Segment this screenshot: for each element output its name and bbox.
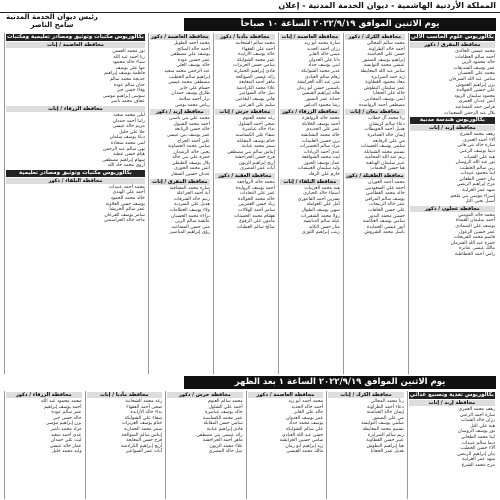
candidate-name: ختام يوسف المقابلة <box>236 138 275 144</box>
candidate-name: عدي أحمد الزيادات <box>303 149 340 155</box>
candidate-name: سمر محمد الحمارنة <box>124 426 163 432</box>
candidate-name: زينب إبراهيم اللوزي <box>301 230 340 236</box>
candidate-name: لمى محمد شحادة <box>110 140 145 146</box>
candidate-name: مها علي يوسف <box>115 65 145 71</box>
candidate-name: وفاء حسن جبر <box>116 88 145 94</box>
candidate-name: رنا محمد آل خطاب <box>368 116 405 122</box>
session-banner-afternoon: يوم الاثنين الموافق ٢٠٢٢/٩/١٩ الساعة ١ بعد الظهر <box>184 376 496 389</box>
top-header-text: المملكة الأردنية الهاشمية - ديوان الخدمة المدنية - إعلان <box>278 1 496 10</box>
candidate-name: يزن إبراهيم العموش <box>456 82 495 88</box>
region-subheader: محافظة العاصمة / ذكور <box>150 34 209 40</box>
candidate-name: رائد عيسى الصوالحة <box>235 74 275 80</box>
candidate-name: سامر عبد الله المعايطة <box>360 68 405 74</box>
candidate-name: عبد الرحمن محمد سعيد <box>164 68 210 74</box>
candidate-name: سامي عبد الله السرحان <box>448 76 495 82</box>
candidate-name: خالد يوسف عياصرة <box>205 410 243 416</box>
candidate-name: ليلى محمد سعيد <box>113 112 145 118</box>
candidate-name: رنا أحمد عبد الله <box>113 54 145 60</box>
candidate-name: تسنيم محمد المعايطة <box>362 426 404 432</box>
candidate-name: محمد سالم العتوم <box>208 399 243 404</box>
candidate-name: علي حسين الخوالدة <box>456 88 495 94</box>
candidate-name: مأمون علي الرفوع <box>239 219 275 225</box>
listing-column <box>246 391 325 499</box>
candidate-name: رهف محمد الشرع <box>460 132 495 138</box>
candidate-name: هديل أحمد الحويطات <box>364 127 405 133</box>
top-header-strip <box>0 0 500 13</box>
candidate-name: يوسف سالم المرافي <box>364 196 405 202</box>
listing-column <box>407 391 496 499</box>
candidate-name: رزان خالد الشياب <box>461 418 495 424</box>
candidate-name: يوسف حسن العلاونة <box>105 201 145 207</box>
candidate-name: وليد سليمان العبيسات <box>297 166 340 172</box>
listing-column <box>408 33 496 374</box>
candidate-name: عمر علي النجادات <box>239 191 275 197</box>
candidate-name: عمار يوسف الجبور <box>304 160 340 166</box>
candidate-name: عمر يوسف بني عيسى <box>166 132 210 138</box>
candidate-name: ريم عبد الله المحاميد <box>364 155 405 161</box>
candidate-name: علاء محمد الزبون <box>209 443 243 449</box>
candidate-name: حسام علي جابر <box>179 85 210 91</box>
candidate-name: بلال يوسف الطيطي <box>171 160 210 166</box>
specialty-header: بكالوريوس مكتبات وتوثيق ومصادر تعليمية ومكتبات <box>6 34 144 40</box>
candidate-name: لبنى يوسف حداد <box>308 63 340 69</box>
candidate-name: بيان إبراهيم الربضي <box>457 451 495 457</box>
candidate-name: عمار خالد عيسى <box>49 443 82 449</box>
candidate-name: أسماء خالد الحياري <box>303 191 340 197</box>
region-subheader: محافظة مأدبا / إناث <box>87 392 163 398</box>
candidate-name: ولاء يوسف العظامات <box>169 208 210 214</box>
candidate-name: فادي إبراهيم الحمارنة <box>233 68 275 74</box>
candidate-name: عبير حسن القطاونة <box>366 438 404 444</box>
candidate-name: أريج إبراهيم الزبون <box>238 160 275 166</box>
candidate-name: خالد حسن الربابعة <box>174 127 210 133</box>
candidate-name: فراس حمد المساعيد <box>455 104 495 110</box>
candidate-name: مي علي الرفايعة <box>372 138 405 144</box>
candidate-name: سهام إبراهيم مصطفى <box>102 157 145 163</box>
candidate-name: عائشة سالم الزبن <box>175 219 210 225</box>
candidate-name: أنس محمد الحوري <box>174 166 210 172</box>
candidate-name: سامي يوسف العكاشة <box>362 219 405 225</box>
candidate-name: هالة إبراهيم القيسي <box>301 91 340 97</box>
candidate-name: ديما سالم عبيدات <box>461 440 495 446</box>
region-subheader: محافظة الكرك / إناث <box>328 392 404 398</box>
candidate-name: عيسى محمد النوايسة <box>363 63 405 69</box>
candidate-name: يوسف علي مصطفى <box>170 52 210 58</box>
candidate-name: خالد محمد الحمود <box>110 196 145 202</box>
candidate-name: علي سالم الشوابكة <box>285 426 324 432</box>
candidate-name: إسراء موسى بني ملحم <box>450 193 495 199</box>
candidate-name: بلال عبد الرحمن السعيدات <box>444 110 495 116</box>
candidate-name: سلمى يوسف الحسنات <box>360 144 405 150</box>
candidate-name: سوسن إبراهيم موسى <box>102 93 145 99</box>
candidate-name: دعاء سالم كريشان <box>368 121 405 127</box>
candidate-name: فادي إبراهيم عبابنة <box>206 426 243 432</box>
candidate-name: محمد سالم المجالي <box>366 41 405 46</box>
candidate-name: صفاء علي الكساسبة <box>235 132 275 138</box>
region-subheader: محافظة إربد / إناث <box>410 125 495 131</box>
candidate-name: نور يوسف الروسان <box>457 429 495 435</box>
candidate-name: هديل عمر الحجايا <box>370 449 404 455</box>
candidate-name: آية أحمد الخزاعلة <box>176 191 210 197</box>
candidate-name: أحمد علي الفقهاء <box>241 46 275 52</box>
candidate-name: سامي حسين الخرابشة <box>279 438 324 444</box>
candidate-name: مرح إبراهيم الربضي <box>456 182 495 188</box>
candidate-name: منى عبد الله الخرابشة <box>297 80 340 86</box>
region-subheader: محافظة العاصمة / إناث <box>281 34 339 40</box>
candidate-name: محمد خالد المومني <box>458 212 495 218</box>
candidate-name: سلمى يوسف النوايسة <box>361 421 404 427</box>
candidate-name: محمد أحمد الطويل <box>173 41 210 46</box>
candidate-name: صالح سالم العطيات <box>236 224 275 230</box>
listing-column <box>326 391 405 499</box>
candidate-name: شهد عمر الغرايبة <box>461 457 495 463</box>
candidate-name: حمزة عبد الله الشرمان <box>450 240 495 246</box>
candidate-name: عمر خالد الربيحات <box>369 202 405 208</box>
candidate-name: محمد أحمد عبيدات <box>108 184 145 190</box>
candidate-name: هبة علي الشياب <box>463 154 495 160</box>
candidate-name: أيمن يوسف المحادين <box>364 96 405 102</box>
candidate-name: علي أحمد الجراح <box>177 138 210 144</box>
listing-column <box>278 33 341 374</box>
candidate-name: حسن علي الحباشنة <box>367 52 405 58</box>
candidate-name: أروى محمد جاد الله <box>107 163 145 169</box>
region-subheader: محافظة البلقاء / إناث <box>280 179 340 185</box>
candidate-name: آلاء حسن الخطيب <box>460 446 495 452</box>
region-subheader: محافظة العاصمة / إناث <box>6 42 145 48</box>
candidate-name: رياض محمد يونس <box>175 102 210 108</box>
candidate-name: هاني يوسف البقاعين <box>235 96 275 102</box>
candidate-name: نور عبد الله الروسان <box>455 160 495 166</box>
candidate-name: أحمد محمد الشبول <box>173 121 210 127</box>
candidate-name: محمد محمود عبد الله <box>40 399 82 404</box>
candidate-name: أحمد علي السعوديين <box>365 185 405 191</box>
candidate-name: مي علي الضمور <box>372 415 404 421</box>
listing-column <box>4 391 83 499</box>
candidate-name: براءة محمد الحسبان <box>170 213 210 219</box>
candidate-name: خالد حسن جبر <box>53 415 82 421</box>
candidate-name: عدنان حسين السقار <box>171 172 210 178</box>
candidate-name: غدير محمد الشوابكة <box>301 68 340 74</box>
candidate-name: محمود سليمان الزيود <box>454 93 495 99</box>
signature-title: رئيس ديوان الخدمة المدنية <box>6 13 98 21</box>
candidate-name: عمر سليمان البطوش <box>363 85 405 91</box>
candidate-name: رانيا أحمد حمدان <box>112 118 145 124</box>
specialty-header: بكالوريوس تغذية وتصنيع غذائي <box>409 392 494 398</box>
candidate-name: رشا محمود الدباس <box>303 102 340 108</box>
candidate-name: نزار أحمد سلامة <box>178 96 210 102</box>
candidate-name: منار حسن الكايد <box>308 224 340 230</box>
candidate-name: لينا محمود عبيدات <box>460 171 495 177</box>
candidate-name: مراد محمد ناصر <box>50 426 82 432</box>
candidate-name: أحمد سليمان القضاة <box>455 218 495 224</box>
candidate-name: عمر يوسف الشديفات <box>453 65 495 71</box>
candidate-name: عمر سالم الخريشا <box>109 207 145 213</box>
candidate-name: خديجة محمد سالم <box>109 76 145 82</box>
candidate-name: عمر محمد الكساسبة <box>202 415 243 421</box>
candidate-name: دانا علي العدوان <box>308 57 340 63</box>
specialty-header: بكالوريوس علوم الحاسب الآلي <box>410 34 494 40</box>
candidate-name: نسرين أحمد الفاعوري <box>297 196 340 202</box>
candidate-name: سناء خالد محمود <box>112 60 145 66</box>
candidate-name: ليث علي حمدان <box>50 438 82 444</box>
candidate-name: رنا محمد المجالي <box>370 399 404 404</box>
candidate-name: سارة أحمد الزعبي <box>459 412 495 418</box>
candidate-name: سامي حسن العزيزات <box>233 63 275 69</box>
candidate-name: محمد علي الحسبان <box>457 71 495 77</box>
candidate-name: محمد خالد الرواجفة <box>237 180 275 186</box>
candidate-name: هيا إبراهيم البطوش <box>366 443 404 449</box>
region-subheader: محافظة الزرقاء / ذكور <box>6 392 82 398</box>
candidate-name: خالد يوسف الأزايدة <box>238 52 275 58</box>
candidate-name: رامي أحمد الخطاطبة <box>454 252 495 257</box>
candidate-name: عمر حسين الزغول <box>459 229 495 235</box>
candidate-name: ربى سالم الخطيب <box>459 165 495 171</box>
candidate-name: لينا محمد الطعاني <box>460 434 495 440</box>
listing-column <box>213 33 276 374</box>
candidate-name: مصطفى أحمد الرواشدة <box>358 102 405 108</box>
specialty-header: بكالوريوس هندسة مدنية <box>410 117 495 124</box>
candidate-name: حسين محمد البدور <box>368 213 405 219</box>
candidate-name: أحمد خالد الحديد <box>291 404 324 410</box>
candidate-name: علي حسن الخلفات <box>368 208 405 214</box>
candidate-name: يزن حسين العليمات <box>301 138 340 144</box>
listing-column <box>85 391 164 499</box>
candidate-name: سامر يوسف القرعان <box>104 212 145 218</box>
candidate-name: سامي محمد الخصاونة <box>167 144 210 150</box>
candidate-name: عبلة سالم الدبابسة <box>303 219 340 225</box>
candidate-name: إيمان خالد الحباشنة <box>366 410 404 416</box>
candidate-name: سارة محمد المشاقبة <box>169 185 210 191</box>
candidate-name: مرح محمد الشرع <box>461 462 495 468</box>
candidate-name: أسيل يحيى التل <box>465 199 495 205</box>
candidate-name: رائد عيسى بني مصطفى <box>196 432 243 438</box>
candidate-name: محمد عيسى الخالدي <box>455 49 495 54</box>
candidate-name: مريم خالد عيسى <box>112 124 145 130</box>
candidate-name: يوسف محمد حداد <box>288 421 324 427</box>
candidate-name: خالد محمد القطامين <box>365 191 405 197</box>
candidate-name: آيات عمر المصري <box>240 166 275 172</box>
candidate-name: أحمد خالد الطراونة <box>368 46 405 52</box>
candidate-name: حلا علي خليل <box>119 129 145 135</box>
candidate-name: رغد محمد الشخانبة <box>125 399 163 404</box>
candidate-name: ميس خالد الفايز <box>308 52 340 58</box>
candidate-name: حنان سالم عودة <box>113 82 145 88</box>
candidate-name: رغد محمد العتوم <box>242 116 275 122</box>
candidate-name: عمر محمد الشوابكة <box>236 57 275 63</box>
region-subheader: محافظة البلقاء / ذكور <box>6 178 145 184</box>
candidate-name: عمر سالم عودة <box>51 410 82 416</box>
candidate-name: دعاء أحمد الطراونة <box>367 404 404 410</box>
region-subheader: محافظة مأدبا / ذكور <box>215 34 275 40</box>
candidate-name: خالد محمد البشابشة <box>300 132 340 138</box>
candidate-name: صفاء علي الشوابكة <box>124 415 163 421</box>
candidate-name: رزان أحمد الحديد <box>306 46 340 52</box>
candidate-name: عمر حسين عودة <box>177 57 210 63</box>
candidate-name: نداء خالد الأزايدة <box>130 410 163 416</box>
candidate-name: نداء خالد عياصرة <box>242 127 275 133</box>
candidate-name: خالد علي الفايز <box>293 410 324 416</box>
candidate-name: مالك عيسى عنانزة <box>459 246 495 252</box>
candidate-name: نبيل خالد المصري <box>208 449 243 455</box>
candidate-name: مراد سالم الخضيرات <box>299 144 340 150</box>
candidate-name: نور محمد الحسن <box>112 49 145 54</box>
candidate-name: أحمد علي الهندي <box>112 190 145 196</box>
candidate-name: محمد أحمد أبو زيد <box>288 399 324 404</box>
candidate-name: رؤى إبراهيم المناصير <box>169 230 210 236</box>
candidate-name: زيد إبراهيم أبو رمان <box>285 443 324 449</box>
region-subheader: محافظة الزرقاء / ذكور <box>280 109 340 115</box>
listing-column <box>148 33 211 374</box>
candidate-name: إيمان خالد العمامرة <box>367 132 405 138</box>
candidate-name: علاء محمد الكرادشة <box>236 85 275 91</box>
candidate-name: أريج إبراهيم الكرادشة <box>120 443 163 449</box>
candidate-name: ختام يوسف العزيزات <box>121 421 163 427</box>
candidate-name: سامي حسن المقابلة <box>203 421 243 427</box>
candidate-name: إيناس سالم بني مصطفى <box>226 149 275 155</box>
candidate-name: رهف محمد العمري <box>458 407 495 412</box>
candidate-name: ماهر أحمد المعايعة <box>239 80 275 86</box>
region-subheader: محافظة العاصمة / ذكور <box>248 392 324 398</box>
candidate-name: ضحى أحمد الشلول <box>238 121 275 127</box>
candidate-name: سهى يوسف الطوال <box>301 208 340 214</box>
candidate-name: أمل علي العواملة <box>306 202 340 208</box>
candidate-name: محمد خالد الزواهرة <box>302 116 340 122</box>
candidate-name: فاطمة يوسف إبراهيم <box>104 71 145 77</box>
candidate-name: محمد سالم الشخانبة <box>235 41 275 46</box>
candidate-name: أنور عيسى الحمايدة <box>366 224 405 230</box>
region-subheader: محافظة الزرقاء / إناث <box>6 106 145 112</box>
listing-column <box>165 391 244 499</box>
candidate-name: ماهر أحمد الحراحشة <box>202 438 243 444</box>
candidate-name: مصطفى محمد عيسى <box>168 80 210 86</box>
candidate-name: خالد علي الحجايا <box>373 91 405 97</box>
candidate-name: حازم علي الرقاد <box>308 172 340 178</box>
candidate-name: عبير سليمان الهباهبة <box>365 160 405 166</box>
listing-column <box>4 33 146 374</box>
candidate-name: أحمد يوسف الخلايلة <box>301 121 340 127</box>
candidate-name: أحمد يوسف الزوايدة <box>235 185 275 191</box>
signature-name: سامح الناصر <box>30 21 74 29</box>
candidate-name: حمزة علي بني خالد <box>172 155 210 161</box>
region-subheader: محافظة إربد / ذكور <box>150 109 210 115</box>
candidate-name: عمر يوسف العدوان <box>285 415 324 421</box>
specialty-header: بكالوريوس مكتبات وتوثيق ومصادر تعليمية <box>6 170 145 177</box>
candidate-name: ديانا يوسف سلمان <box>109 135 145 141</box>
candidate-name: عمر علي الحديدي <box>305 127 340 133</box>
candidate-name: عدي أحمد سعيد <box>50 432 82 438</box>
candidate-name: محمد أحمد العوران <box>368 180 405 186</box>
region-subheader: محافظة عجلون / ذكور <box>410 206 495 212</box>
region-subheader: محافظة المفرق / إناث <box>150 179 210 185</box>
candidate-name: هيام حسن عطية <box>113 152 145 158</box>
candidate-name: تسنيم محمد الشمايلة <box>364 149 405 155</box>
region-subheader: محافظة العقبة / ذكور <box>215 173 275 179</box>
candidate-name: هيا حسن النعيمات <box>370 166 405 172</box>
session-morning-grid <box>4 33 496 374</box>
candidate-name: رولا محمد الشقيرات <box>300 213 340 219</box>
candidate-name: ديما يوسف الزعبي <box>459 148 495 154</box>
candidate-name: منى حسن المساعيد <box>171 224 210 230</box>
candidate-name: سارة محمد أبو زيد <box>304 41 340 46</box>
region-subheader: محافظة الكرك / ذكور <box>345 34 405 40</box>
candidate-name: بيان حسن الطعاني <box>459 176 495 182</box>
candidate-name: أحمد سالم العظامات <box>454 54 495 60</box>
candidate-name: محمد علي بني ياسين <box>169 116 210 122</box>
candidate-name: آلاء أحمد العمري <box>463 137 495 143</box>
region-subheader: محافظة معان / إناث <box>345 109 405 115</box>
candidate-name: أحمد يوسف إبراهيم <box>43 404 82 410</box>
candidate-name: هبة علي التل <box>470 423 495 429</box>
candidate-name: ياسمين حسن أبو رمان <box>296 85 340 91</box>
candidate-name: ليث محمد الشواقفة <box>301 155 340 161</box>
candidate-name: ريم سالم الصرايرة <box>367 432 404 438</box>
candidate-name: معاذ محمود القطاونة <box>365 80 405 86</box>
region-subheader: محافظة الطفيلة / ذكور <box>346 173 404 180</box>
candidate-name: جمانة عمر النسور <box>305 96 340 102</box>
candidate-name: آيات عمر السواعير <box>125 449 163 455</box>
candidate-name: هشام محمد الحسنات <box>233 213 275 219</box>
candidate-name: فرح حسن الحراحشة <box>234 155 275 161</box>
candidate-name: شهد عمر الغرايبة <box>461 188 495 194</box>
candidate-name: سمر محمد عبابنة <box>241 144 275 150</box>
candidate-name: زياد حسن العمريين <box>238 202 275 208</box>
candidate-name: خالد يوسف العلي <box>176 63 210 69</box>
region-subheader: محافظة جرش / إناث <box>215 109 275 115</box>
candidate-name: باسل محمد الشروش <box>364 230 405 236</box>
candidate-name: رهام سالم العبادي <box>305 74 340 80</box>
candidate-name: ضحى أحمد الفقهاء <box>126 404 163 410</box>
candidate-name: سارة خالد بني هاني <box>457 143 495 149</box>
listing-column <box>343 33 406 374</box>
region-subheader: محافظة المفرق / ذكور <box>410 42 495 48</box>
candidate-name: مالك محمد القيسي <box>286 449 324 455</box>
session-afternoon-grid <box>4 391 496 499</box>
candidate-name: أنس عدنان العمري <box>458 99 495 105</box>
candidate-name: خالد محمود الزبن <box>461 60 495 66</box>
region-subheader: محافظة إربد / إناث <box>409 400 495 406</box>
candidate-name: إبراهيم سالم الخطيب <box>168 74 210 80</box>
candidate-name: قاسم محمد الفريحات <box>453 235 495 241</box>
candidate-name: طارق يوسف حمدان <box>171 91 210 97</box>
region-subheader: محافظة جرش / ذكور <box>167 392 243 398</box>
signature-block <box>2 13 102 29</box>
candidate-name: هديل علي السردية <box>174 202 210 208</box>
candidate-name: سامر أحمد الهلالات <box>238 208 275 214</box>
candidate-name: نبيل خالد السواعير <box>239 91 275 97</box>
candidate-name: أحمد خالد الصالح <box>177 46 210 52</box>
candidate-name: حسن عبد الله العبادي <box>281 432 324 438</box>
candidate-name: نهى سالم عبد الرحمن <box>102 146 145 152</box>
candidate-name: يزن إبراهيم موسى <box>45 421 82 427</box>
candidate-name: رنيم خالد الشرفات <box>173 196 210 202</box>
candidate-name: زيد حمد الصرايرة <box>371 74 405 80</box>
candidate-name: وليد محمد خليل <box>51 449 82 455</box>
session-banner-morning: يوم الاثنين الموافق ٢٠٢٢/٩/١٩ الساعة ١٠ صباحاً <box>184 18 496 31</box>
candidate-name: سليم علي الفرعين <box>238 102 275 108</box>
candidate-name: عفاف محمد ناصر <box>111 99 145 105</box>
candidate-name: يوسف علي الصمادي <box>455 224 495 230</box>
candidate-name: يحيى خالد الرشدان <box>173 149 210 155</box>
candidate-name: فرح حسن المعايعة <box>126 438 163 444</box>
candidate-name: خالد محمد الخوالدة <box>237 196 275 202</box>
candidate-name: أحمد علي الشلول <box>208 404 243 410</box>
candidate-name: هبة محمد العربيات <box>304 185 340 191</box>
candidate-name: ماجد خالد الحراسيس <box>104 218 145 224</box>
candidate-name: إيناس سالم الصوالحة <box>121 432 163 438</box>
candidate-name: إبراهيم يوسف الضمور <box>362 57 405 63</box>
